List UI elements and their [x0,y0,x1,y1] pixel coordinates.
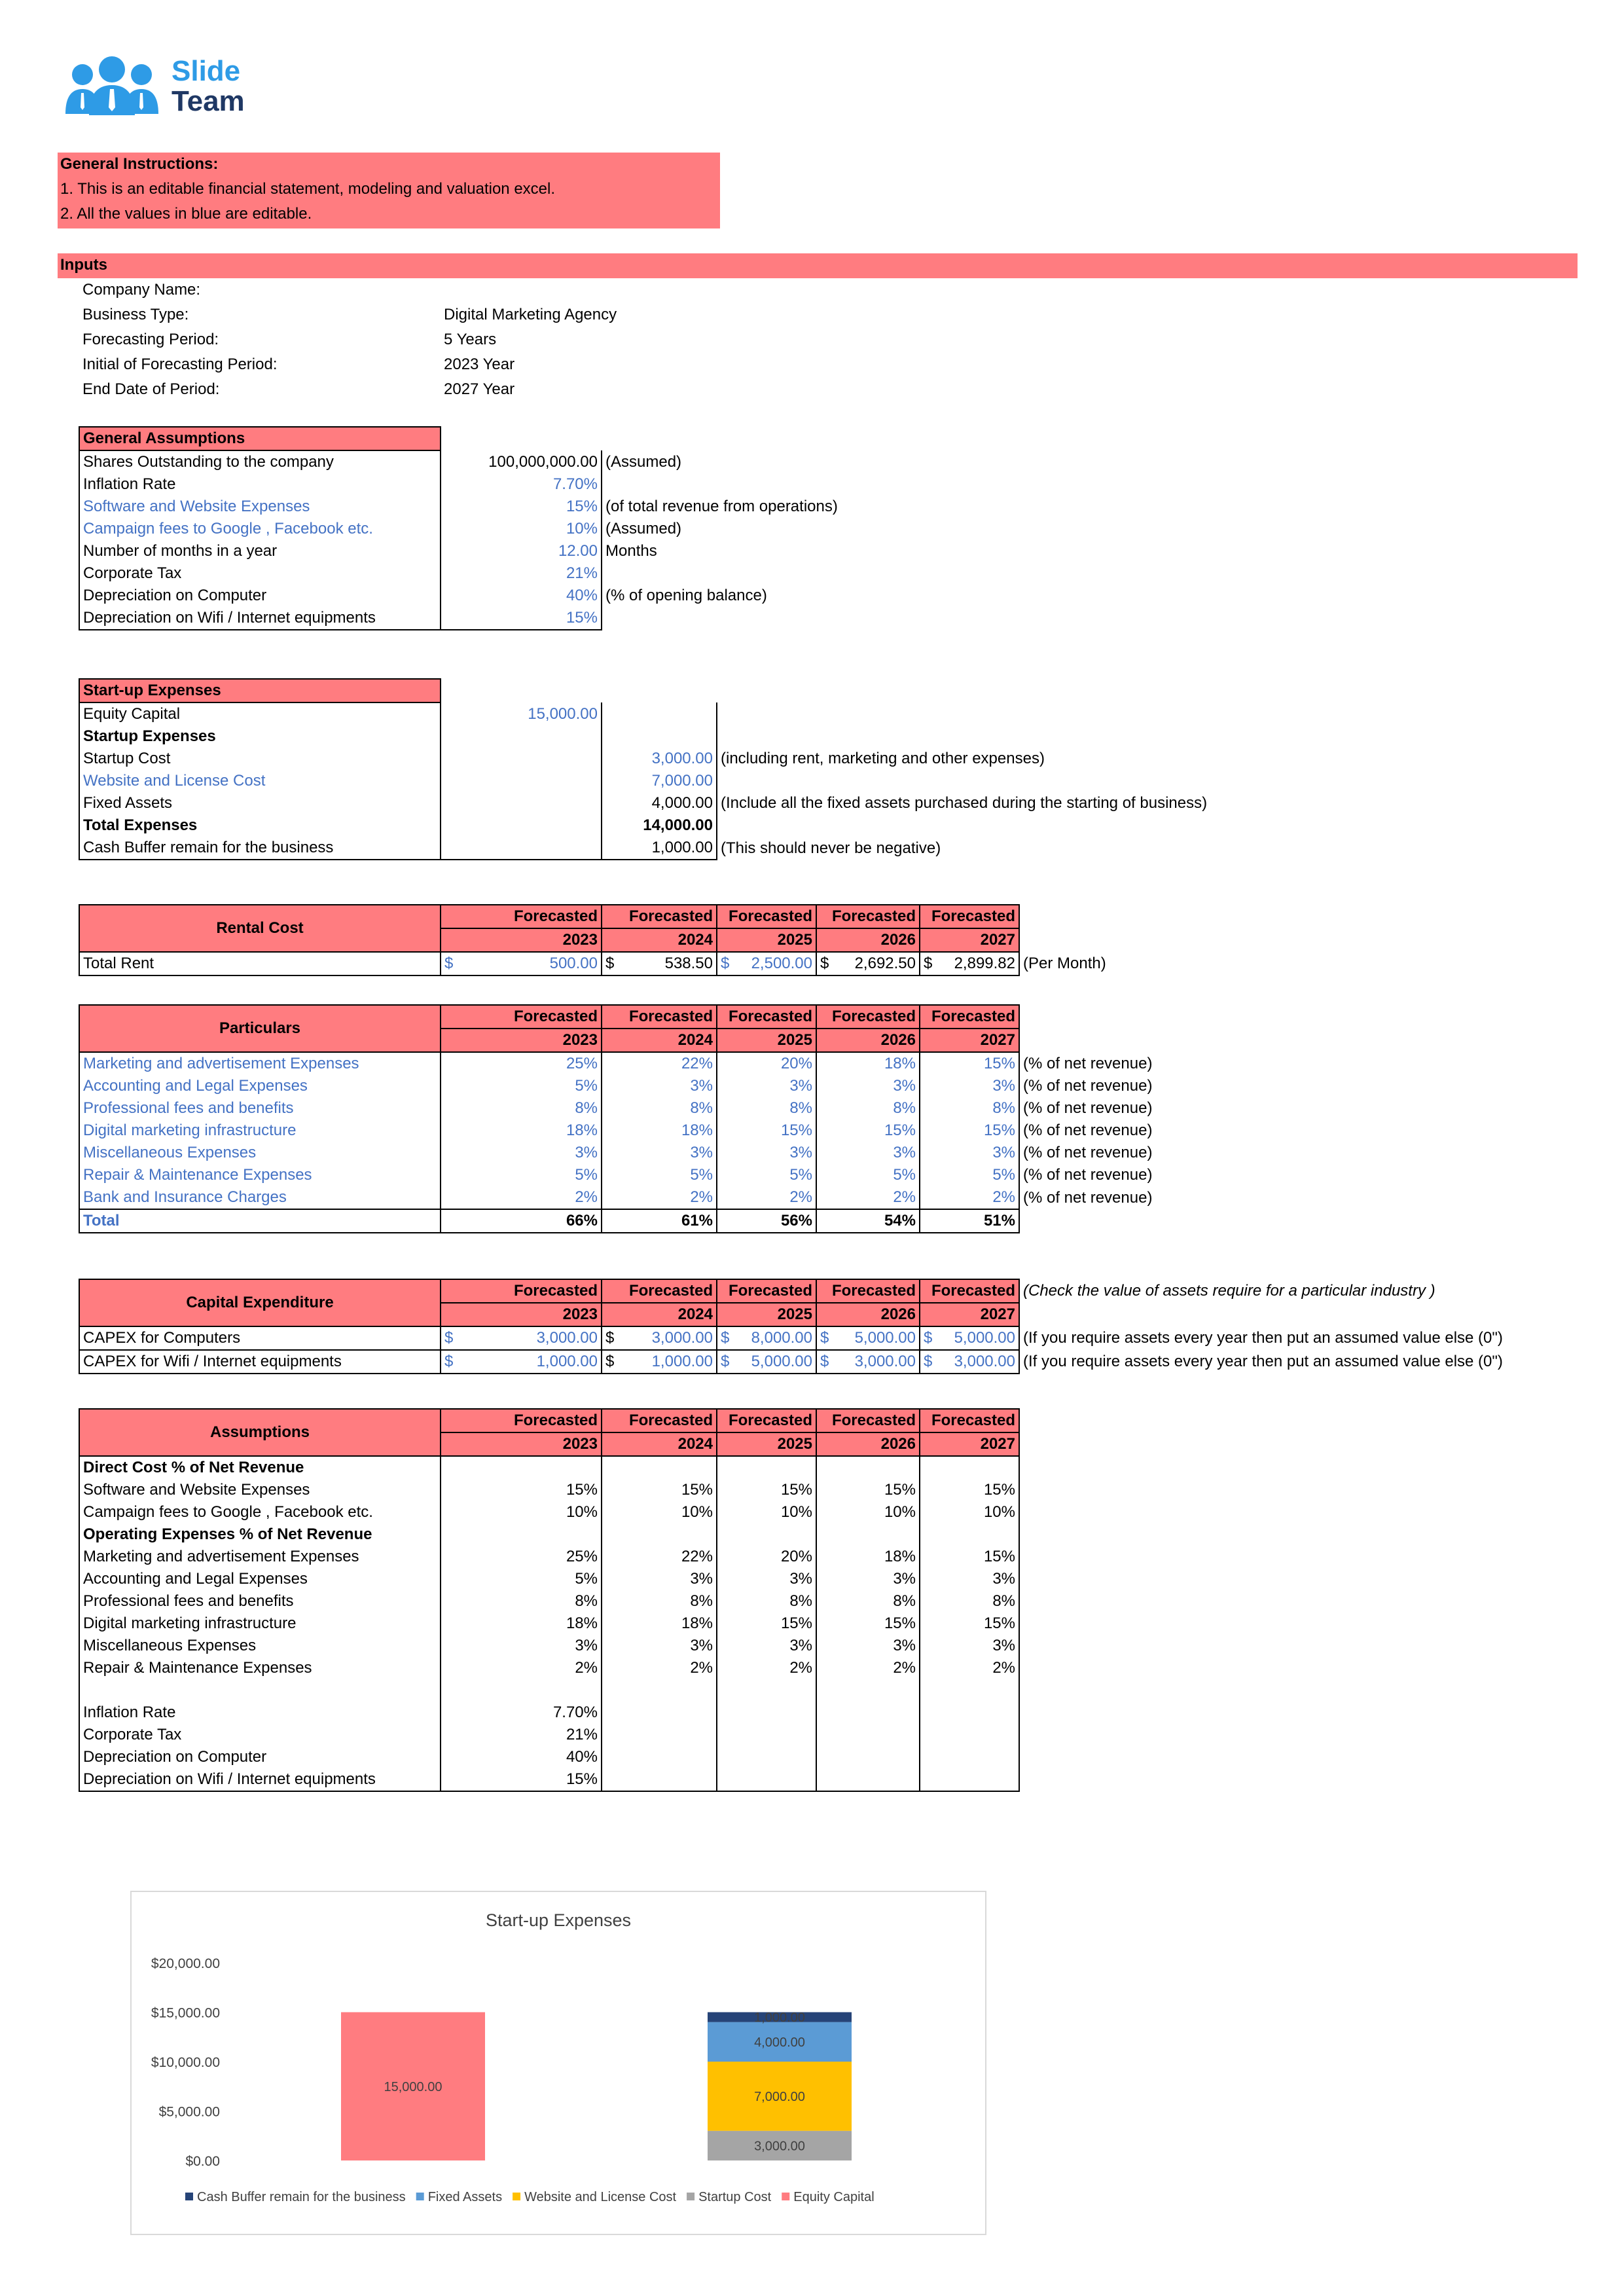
table-row-total: Total 66% 61% 56% 54% 51% [79,1209,1183,1233]
y-tick-label: $0.00 [185,2154,220,2169]
row-value[interactable]: 2% [441,1186,602,1209]
row-value: 22% [602,1546,717,1568]
logo-text-team: Team [171,85,245,117]
data-label: 15,000.00 [384,2079,442,2094]
table-row: Shares Outstanding to the company 100,000,000.00 (Assumed) [79,450,876,473]
chart-title: Start-up Expenses [485,1910,632,1930]
row-value: 10% [441,1501,602,1523]
table-row: Website and License Cost 7,000.00 [79,770,1306,792]
input-label: Forecasting Period: [82,331,219,348]
row-label: Inflation Rate [79,1702,441,1724]
row-value: 3% [816,1568,920,1590]
row-value: 18% [602,1613,717,1635]
section-label: Direct Cost % of Net Revenue [79,1456,441,1479]
row-value: 15% [602,1479,717,1501]
legend-swatch [416,2193,424,2200]
row-value[interactable]: 3% [920,1075,1019,1097]
table-row [79,1590,1019,1613]
row-label: Depreciation on Computer [79,1746,441,1768]
data-label: 1,000.00 [754,2011,805,2026]
data-label: 4,000.00 [754,2035,805,2050]
assumptions-table: Assumptions Forecasted Forecasted Forecasted Forecasted Forecasted 2023 2024 2025 2026 2027 Direct Cost % of Net Revenue Software and Website Expenses 15% 15% 15% 15% 15% Campaign fees to Google , Facebook etc. 10% 10% 10% 10% 10% Operating Expenses % of Net Revenue Marketing and advertisement Expenses 25% 22% 20% 18% 15% Accounting and Legal Expenses 5% 3% 3% 3% 3% Professional fees and benefits 8% 8% 8% 8% 8% Digital marketing infrastructure 18% 18% 15% 15% 15% Miscellaneous Expenses 3% 3% 3% 3% 3% Repair & Maintenance Expenses 2% 2% 2% 2% 2% Inflation Rate 7.70% Corporate Tax 21% Depreciation on Computer 40% Depreciation on Wifi / Internet equipments 15% [79,1408,1020,1792]
row-value[interactable]: 18% [602,1120,717,1142]
row-label: Accounting and Legal Expenses [79,1075,441,1097]
startup-expenses-table [79,678,1307,860]
row-value[interactable]: 18% [816,1052,920,1075]
table-row [79,1635,1019,1657]
row-value[interactable]: 8% [441,1097,602,1120]
row-value: 2% [920,1657,1019,1679]
row-note: (% of net revenue) [1023,1144,1153,1161]
legend-label: Website and License Cost [524,2190,677,2204]
row-value: 5% [441,1568,602,1590]
table-row [79,1523,1019,1546]
table-row: Inflation Rate 7.70% [79,473,876,496]
row-value: 15% [717,1479,816,1501]
chart-canvas [132,1892,985,2234]
row-value: 3% [602,1568,717,1590]
instructions-line-2: 2. All the values in blue are editable. [60,205,312,223]
row-value[interactable]: 22% [602,1052,717,1075]
row-label: Digital marketing infrastructure [79,1120,441,1142]
row-value: 40% [441,1746,602,1768]
row-value[interactable]: 3% [717,1075,816,1097]
row-note: (% of net revenue) [1023,1077,1153,1095]
row-value[interactable]: 15% [920,1052,1019,1075]
row-label: Corporate Tax [79,1724,441,1746]
row-value[interactable]: 2% [717,1186,816,1209]
row-value: 15% [441,1479,602,1501]
row-label: Accounting and Legal Expenses [79,1568,441,1590]
input-value[interactable]: 2027 Year [444,380,515,398]
row-value: 18% [816,1546,920,1568]
table-row: Depreciation on Computer 40% (% of opening balance) [79,585,876,607]
table-row: CAPEX for Computers $ 3,000.00 $ 3,000.00 $ 8,000.00 $ 5,000.00 $ 5,000.00 (If you require assets every year then put an assumed value else (0") [79,1326,1556,1350]
row-value[interactable]: 5% [441,1075,602,1097]
row-value: 2% [441,1657,602,1679]
row-value: 21% [441,1724,602,1746]
instructions-title: General Instructions: [60,155,219,173]
table-row [79,1479,1019,1501]
row-value: 7.70% [441,1702,602,1724]
data-label: 7,000.00 [754,2089,805,2104]
table-row [79,1724,1019,1746]
instructions-line-1: 1. This is an editable financial statement, modeling and valuation excel. [60,180,556,198]
row-label: Depreciation on Wifi / Internet equipments [79,1768,441,1791]
row-label: Miscellaneous Expenses [79,1635,441,1657]
row-value[interactable]: 5% [920,1164,1019,1186]
table-row: Number of months in a year 12.00 Months [79,540,876,562]
table-row [79,1679,1019,1702]
row-value: 10% [717,1501,816,1523]
row-value: 15% [920,1546,1019,1568]
row-value[interactable]: 15% [920,1120,1019,1142]
row-value: 3% [920,1568,1019,1590]
row-value[interactable]: 15% [717,1120,816,1142]
y-tick-label: $20,000.00 [151,1956,220,1971]
input-label: Initial of Forecasting Period: [82,355,278,373]
row-value[interactable]: 15% [816,1120,920,1142]
input-value[interactable]: Digital Marketing Agency [444,306,617,323]
row-value[interactable]: 25% [441,1052,602,1075]
row-value: 8% [441,1590,602,1613]
row-value: 2% [816,1657,920,1679]
row-label: Miscellaneous Expenses [79,1142,441,1164]
table-row: Campaign fees to Google , Facebook etc. 10% (Assumed) [79,518,876,540]
table-row: Corporate Tax 21% [79,562,876,585]
row-note: (% of net revenue) [1023,1188,1153,1207]
input-value[interactable]: 5 Years [444,331,497,348]
row-value: 18% [441,1613,602,1635]
legend-label: Cash Buffer remain for the business [197,2190,406,2204]
table-row: Startup Expenses [79,725,1306,748]
row-value: 15% [717,1613,816,1635]
row-label: Repair & Maintenance Expenses [79,1164,441,1186]
row-value: 8% [717,1590,816,1613]
row-value: 8% [816,1590,920,1613]
row-value: 25% [441,1546,602,1568]
table-row: Cash Buffer remain for the business 1,000.00 (This should never be negative) [79,837,1306,860]
row-value[interactable]: 3% [441,1142,602,1164]
row-value[interactable]: 8% [602,1097,717,1120]
row-value[interactable]: 2% [602,1186,717,1209]
legend-label: Startup Cost [698,2190,772,2204]
row-value: 8% [920,1590,1019,1613]
row-value[interactable]: 2% [816,1186,920,1209]
row-note: (% of net revenue) [1023,1166,1153,1184]
y-tick-label: $10,000.00 [151,2055,220,2070]
row-value[interactable]: 5% [717,1164,816,1186]
row-value[interactable]: 8% [920,1097,1019,1120]
table-row: Startup Cost 3,000.00 (including rent, marketing and other expenses) [79,748,1306,770]
row-value: 15% [441,1768,602,1791]
table-row: Equity Capital 15,000.00 [79,702,1306,725]
row-value: 20% [717,1546,816,1568]
input-value[interactable]: 2023 Year [444,355,515,373]
table-row: Total Rent $ 500.00 $ 538.50 $ 2,500.00 $ 2,692.50 $ 2,899.82 (Per Month) [79,952,1150,975]
table-row [79,1501,1019,1523]
row-value: 3% [441,1635,602,1657]
row-value: 15% [816,1613,920,1635]
row-value[interactable]: 3% [920,1142,1019,1164]
table-row [79,1097,1183,1120]
row-value[interactable]: 8% [717,1097,816,1120]
team-logo-icon [63,55,161,120]
table-title: Start-up Expenses [79,679,441,702]
capex-table: Capital Expenditure Forecasted Forecasted Forecasted Forecasted Forecasted (Check the value of assets require for a particular industry ) 2023 2024 2025 2026 2027 CAPEX for Computers $ 3,000.00 $ 3,000.00 $ 8,000.00 $ 5,000.00 $ 5,000.00 (If you require assets every year then put an assumed value else (0") CAPEX for Wifi / Internet equipments $ 1,000.00 $ 1,000.00 $ 5,000.00 $ 3,000.00 $ 3,000.00 (If you require assets every year then put an assumed value else (0") [79,1279,1557,1374]
input-label: Company Name: [82,281,201,299]
particulars-table: Particulars Forecasted Forecasted Forecasted Forecasted Forecasted 2023 2024 2025 2026 2027 Marketing and advertisement Expenses 25% 22% 20% 18% 15% (% of net revenue) Accounting and Legal Expenses 5% 3% 3% 3% 3% (% of net revenue) Professional fees and benefits 8% 8% 8% 8% 8% (% of net revenue) Digital marketing infrastructure 18% 18% 15% 15% 15% (% of net revenue) Miscellaneous Expenses 3% 3% 3% 3% 3% (% of net revenue) Repair & Maintenance Expenses 5% 5% 5% 5% 5% (% of net revenue) Bank and Insurance Charges 2% 2% 2% 2% 2% (% of net revenue) Total 66% 61% 56% 54% 51% [79,1004,1183,1233]
table-row [79,1613,1019,1635]
logo [63,55,259,120]
legend-swatch [782,2193,789,2200]
row-note: (% of net revenue) [1023,1121,1153,1139]
input-label: End Date of Period: [82,380,220,398]
inputs-band [58,253,1578,278]
section-label: Operating Expenses % of Net Revenue [79,1523,441,1546]
row-value: 2% [717,1657,816,1679]
table-title: Capital Expenditure [79,1279,441,1326]
row-value: 3% [816,1635,920,1657]
row-label: Professional fees and benefits [79,1590,441,1613]
legend-label: Fixed Assets [427,2190,503,2204]
y-tick-label: $5,000.00 [158,2104,220,2120]
rental-cost-table: Rental Cost Forecasted Forecasted Forecasted Forecasted Forecasted 2023 2024 2025 2026 2027 Total Rent $ 500.00 $ 538.50 $ 2,500.00 $ 2,692.50 $ 2,899.82 (Per Month) [79,904,1151,976]
row-value[interactable]: 2% [920,1186,1019,1209]
row-note: (% of net revenue) [1023,1099,1153,1117]
table-row [79,1568,1019,1590]
row-label: Digital marketing infrastructure [79,1613,441,1635]
row-note: (% of net revenue) [1023,1054,1153,1072]
row-value: 3% [920,1635,1019,1657]
row-value: 15% [816,1479,920,1501]
row-label: Software and Website Expenses [79,1479,441,1501]
table-row [79,1456,1019,1479]
table-row: Software and Website Expenses 15% (of total revenue from operations) [79,496,876,518]
table-row [79,1702,1019,1724]
legend-swatch [185,2193,193,2200]
row-value: 10% [816,1501,920,1523]
table-row: Depreciation on Wifi / Internet equipments 15% [79,607,876,630]
table-title: Rental Cost [79,905,441,952]
logo-text-slide: Slide [171,55,241,87]
general-assumptions-table [79,426,877,630]
row-label: Repair & Maintenance Expenses [79,1657,441,1679]
row-value[interactable]: 8% [816,1097,920,1120]
table-row [79,1142,1183,1164]
table-title: Particulars [79,1005,441,1052]
table-row [79,1768,1019,1791]
row-value: 15% [920,1479,1019,1501]
row-value: 3% [717,1635,816,1657]
table-row [79,1052,1183,1075]
legend-label: Equity Capital [793,2190,875,2204]
row-label: Marketing and advertisement Expenses [79,1052,441,1075]
row-label: Professional fees and benefits [79,1097,441,1120]
table-title: Assumptions [79,1409,441,1456]
legend-swatch [687,2193,695,2200]
row-value[interactable]: 5% [441,1164,602,1186]
data-label: 3,000.00 [754,2139,805,2154]
row-label: Marketing and advertisement Expenses [79,1546,441,1568]
startup-expenses-chart [130,1891,986,2235]
row-value[interactable]: 3% [602,1142,717,1164]
row-value[interactable]: 5% [816,1164,920,1186]
table-row [79,1546,1019,1568]
table-row [79,1120,1183,1142]
input-label: Business Type: [82,306,189,323]
row-value[interactable]: 3% [602,1075,717,1097]
row-value: 15% [920,1613,1019,1635]
y-tick-label: $15,000.00 [151,2005,220,2021]
row-value: 3% [717,1568,816,1590]
table-row [79,1746,1019,1768]
row-value[interactable]: 18% [441,1120,602,1142]
table-row [79,1164,1183,1186]
table-title: General Assumptions [79,427,441,450]
row-value[interactable]: 3% [717,1142,816,1164]
row-value: 10% [602,1501,717,1523]
row-value[interactable]: 3% [816,1075,920,1097]
inputs-title: Inputs [60,256,107,274]
table-row [79,1186,1183,1209]
table-row: Fixed Assets 4,000.00 (Include all the fixed assets purchased during the starting of business) [79,792,1306,814]
table-row: Total Expenses 14,000.00 [79,814,1306,837]
row-value: 10% [920,1501,1019,1523]
table-row [79,1075,1183,1097]
legend-swatch [513,2193,520,2200]
row-value[interactable]: 5% [602,1164,717,1186]
row-label: Bank and Insurance Charges [79,1186,441,1209]
row-label: Campaign fees to Google , Facebook etc. [79,1501,441,1523]
row-value: 2% [602,1657,717,1679]
row-value[interactable]: 20% [717,1052,816,1075]
row-value: 8% [602,1590,717,1613]
table-row [79,1657,1019,1679]
row-value: 3% [602,1635,717,1657]
table-row: CAPEX for Wifi / Internet equipments $ 1,000.00 $ 1,000.00 $ 5,000.00 $ 3,000.00 $ 3,000.00 (If you require assets every year then put an assumed value else (0") [79,1350,1556,1374]
row-value[interactable]: 3% [816,1142,920,1164]
